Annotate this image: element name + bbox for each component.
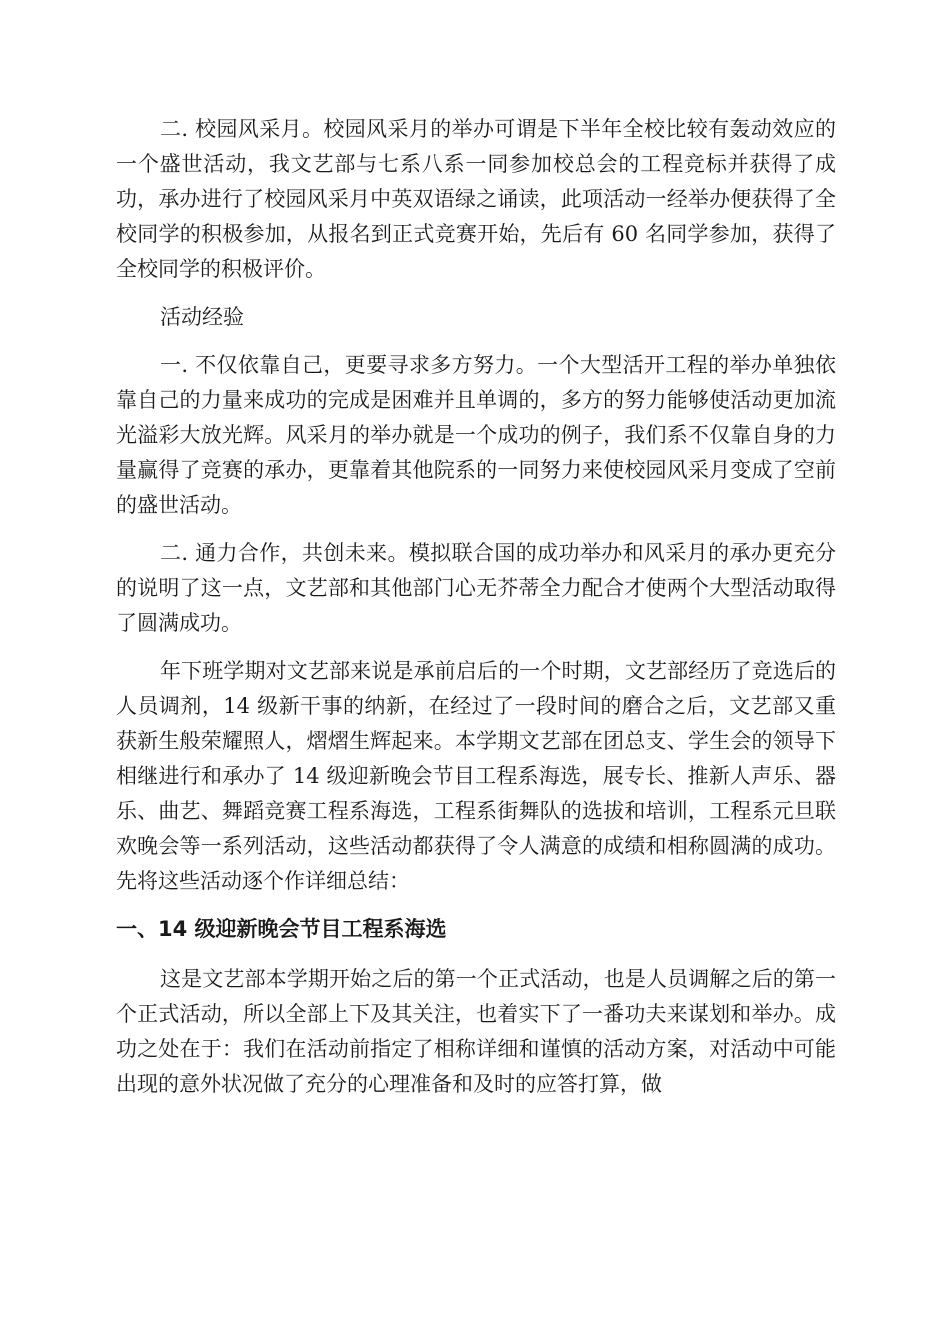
paragraph-activity-experience-title: 活动经验 [160, 305, 244, 329]
paragraph-experience-one: 一. 不仅依靠自己，更要寻求多方努力。一个大型活开工程的举办单独依靠自己的力量来成功的完成是困难并且单调的，多方的努力能够使活动更加流光溢彩大放光辉。风采月的举办就是一个成功的例子，我们系不仅靠自身的力量赢得了竞赛的承办，更靠着其他院系的一同努力来使校园风采月变成了空前的盛世活动。 [116, 353, 836, 517]
paragraph-welcome-party-selection: 这是文艺部本学期开始之后的第一个正式活动，也是人员调解之后的第一个正式活动，所以全部上下及其关注，也着实下了一番功夫来谋划和举办。成功之处在于：我们在活动前指定了相称详细和谨慎的活动方案，对活动中可能出现的意外状况做了充分的心理准备和及时的应答打算，做 [116, 967, 836, 1096]
paragraph-campus-style-month: 二. 校园风采月。校园风采月的举办可谓是下半年全校比较有轰动效应的一个盛世活动，我文艺部与七系八系一同参加校总会的工程竞标并获得了成功，承办进行了校园风采月中英双语绿之诵读，此项活动一经举办便获得了全校同学的积极参加，从报名到正式竞赛开始，先后有 60 名同学参加，获得了全校同学的积极评价。 [116, 117, 836, 281]
document-page [116, 112, 836, 1115]
section-heading: 一、14 级迎新晚会节目工程系海选 [116, 917, 447, 941]
paragraph-semester-summary: 年下班学期对文艺部来说是承前启后的一个时期，文艺部经历了竞选后的人员调剂，14 级新干事的纳新，在经过了一段时间的磨合之后，文艺部又重获新生般荣耀照人，熠熠生辉起来。本学期文艺部在团总支、学生会的领导下相继进行和承办了 14 级迎新晚会节目工程系海选，展专长、推新人声乐、器乐、曲艺、舞蹈竞赛工程系海选，工程系街舞队的选拔和培训，工程系元旦联欢晚会等一系列活动，这些活动都获得了令人满意的成绩和相称圆满的成功。先将这些活动逐个作详细总结： [116, 659, 836, 893]
paragraph-experience-two: 二. 通力合作，共创未来。模拟联合国的成功举办和风采月的承办更充分的说明了这一点，文艺部和其他部门心无芥蒂全力配合才使两个大型活动取得了圆满成功。 [116, 541, 836, 635]
